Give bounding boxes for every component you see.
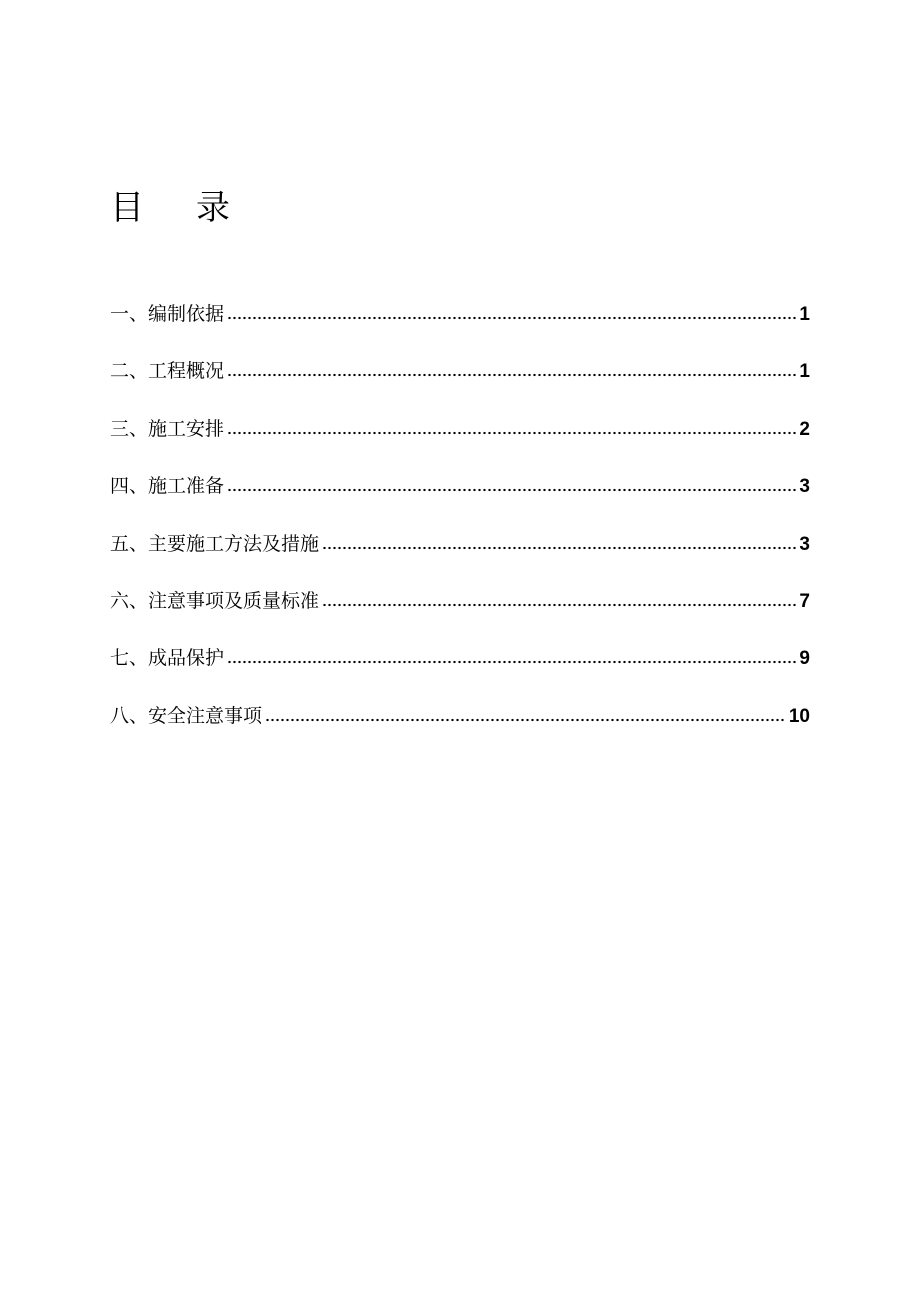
toc-entry-8[interactable] — [110, 698, 810, 755]
toc-entry-page-number: 2 — [799, 418, 810, 440]
toc-dot-leader — [227, 431, 796, 435]
toc-title — [110, 186, 230, 230]
toc-entry-3[interactable] — [110, 411, 810, 468]
toc-entry-label: 二、工程概况 — [110, 360, 225, 383]
table-of-contents — [110, 296, 810, 755]
toc-entry-page-number: 3 — [799, 533, 810, 555]
toc-entry-page-number: 1 — [799, 304, 810, 325]
toc-dot-leader — [227, 660, 796, 664]
toc-dot-leader — [227, 488, 796, 492]
toc-dot-leader — [322, 546, 796, 550]
toc-title-char-2: 录 — [196, 188, 230, 228]
toc-title-char-1: 目 — [110, 188, 144, 228]
toc-entry-label: 三、施工安排 — [110, 417, 225, 440]
toc-entry-label: 四、施工准备 — [110, 475, 225, 498]
toc-entry-page-number: 7 — [799, 590, 810, 612]
toc-dot-leader — [227, 373, 796, 377]
toc-entry-page-number: 10 — [788, 705, 810, 727]
toc-entry-label: 六、注意事项及质量标准 — [110, 589, 320, 612]
toc-dot-leader — [265, 718, 786, 722]
toc-entry-2[interactable] — [110, 353, 810, 410]
toc-dot-leader — [227, 316, 796, 320]
toc-entry-6[interactable] — [110, 583, 810, 640]
toc-entry-label: 五、主要施工方法及措施 — [110, 532, 320, 555]
toc-entry-1[interactable] — [110, 296, 810, 353]
toc-entry-5[interactable] — [110, 526, 810, 583]
toc-entry-label: 八、安全注意事项 — [110, 704, 263, 727]
toc-entry-page-number: 9 — [799, 648, 810, 670]
toc-entry-7[interactable] — [110, 640, 810, 697]
toc-entry-label: 七、成品保护 — [110, 647, 225, 670]
toc-entry-label: 一、编制依据 — [110, 303, 225, 325]
toc-entry-page-number: 3 — [799, 476, 810, 498]
toc-entry-4[interactable] — [110, 468, 810, 525]
toc-dot-leader — [322, 603, 796, 607]
toc-entry-page-number: 1 — [799, 361, 810, 383]
